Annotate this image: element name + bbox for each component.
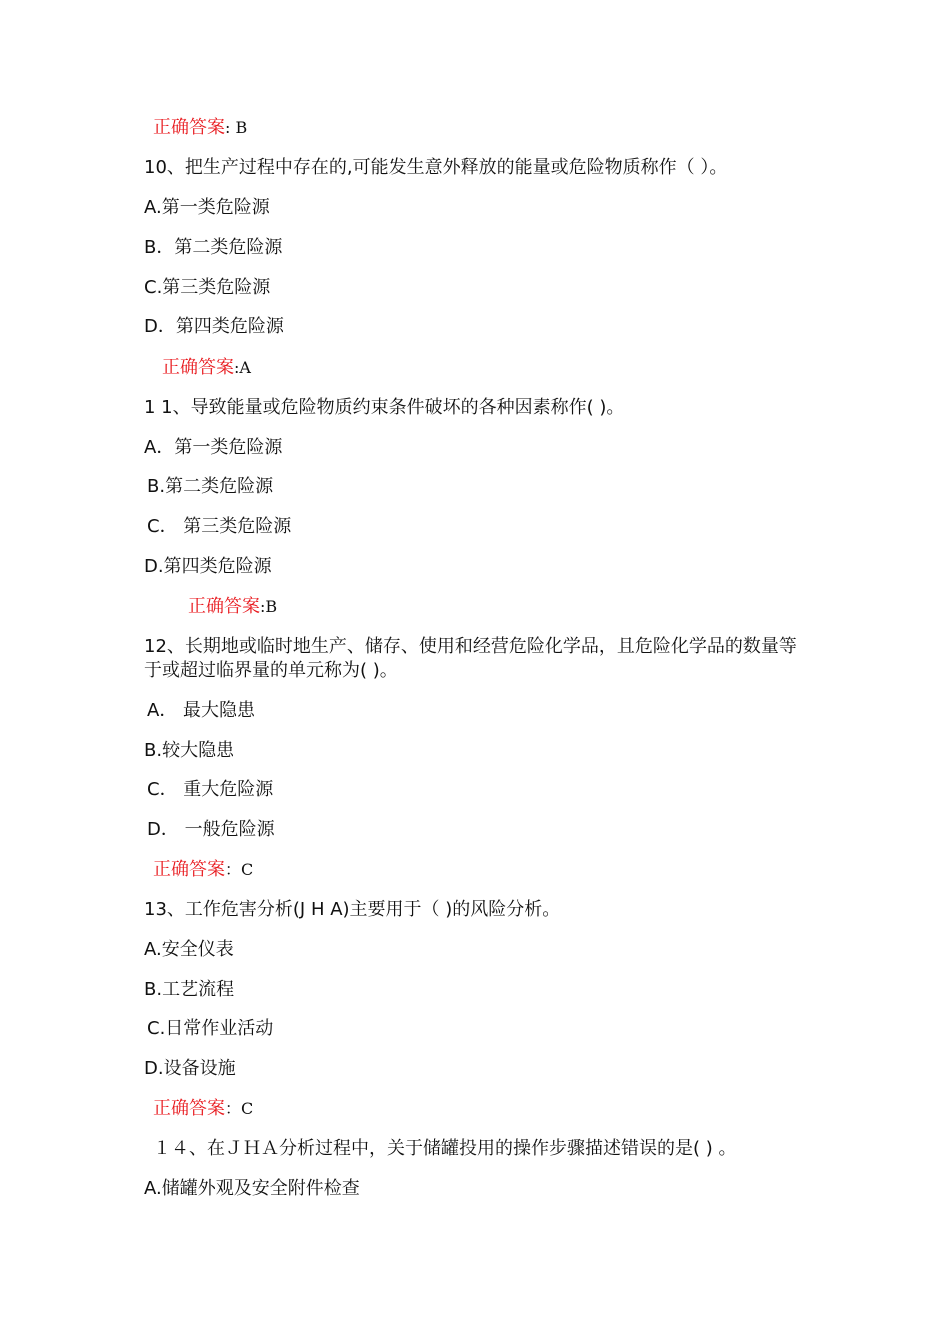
answer-separator: : xyxy=(234,358,240,377)
question-11: 1 1、导致能量或危险物质约束条件破坏的各种因素称作( )。 xyxy=(144,397,625,418)
answer-label: 正确答案 xyxy=(153,859,225,880)
answer-value: B xyxy=(265,597,278,616)
answer-separator: : xyxy=(260,597,266,616)
option-12-b: B.较大隐患 xyxy=(144,740,235,761)
option-13-d: D.设备设施 xyxy=(144,1058,236,1079)
answer-separator: : xyxy=(225,118,236,137)
question-10: 10、把生产过程中存在的,可能发生意外释放的能量或危险物质称作（ ）。 xyxy=(144,157,728,178)
question-12: 12、长期地或临时地生产、储存、使用和经营危险化学品，且危险化学品的数量等于或超过临界量的单元称为( )。 xyxy=(144,636,797,681)
answer-line-9 xyxy=(153,116,247,140)
answer-line-12 xyxy=(153,858,253,882)
option-11-d: D.第四类危险源 xyxy=(144,556,272,577)
option-10-d: D．第四类危险源 xyxy=(144,316,284,337)
option-10-a: A.第一类危险源 xyxy=(144,197,270,218)
option-13-c: C.日常作业活动 xyxy=(147,1018,274,1039)
question-14: １４、在ＪＨＡ分析过程中，关于储罐投用的操作步骤描述错误的是( ) 。 xyxy=(153,1138,737,1159)
option-13-a: A.安全仪表 xyxy=(144,939,234,960)
option-13-b: B.工艺流程 xyxy=(144,979,235,1000)
option-12-c: C． 重大危险源 xyxy=(147,779,274,800)
answer-value: C xyxy=(241,860,254,879)
answer-label: 正确答案 xyxy=(153,117,225,138)
option-14-a: A.储罐外观及安全附件检查 xyxy=(144,1178,360,1199)
answer-label: 正确答案 xyxy=(162,357,234,378)
option-12-d: D． 一般危险源 xyxy=(147,819,275,840)
option-11-c: C． 第三类危险源 xyxy=(147,516,292,537)
question-13: 13、工作危害分析(J H A)主要用于（ )的风险分析。 xyxy=(144,899,561,920)
answer-value: C xyxy=(241,1099,254,1118)
option-10-b: B．第二类危险源 xyxy=(144,237,283,258)
answer-value: B xyxy=(235,118,248,137)
answer-line-10 xyxy=(162,356,251,380)
option-11-a: A．第一类危险源 xyxy=(144,437,283,458)
answer-label: 正确答案 xyxy=(153,1098,225,1119)
answer-line-11 xyxy=(188,595,277,619)
option-12-a: A． 最大隐患 xyxy=(147,700,256,721)
answer-line-13 xyxy=(153,1097,253,1121)
option-11-b: B.第二类危险源 xyxy=(147,476,274,497)
answer-label: 正确答案 xyxy=(188,596,260,617)
answer-value: A xyxy=(239,358,251,377)
answer-separator: ： xyxy=(225,1099,242,1118)
option-10-c: C.第三类危险源 xyxy=(144,277,271,298)
answer-separator: ： xyxy=(225,860,242,879)
